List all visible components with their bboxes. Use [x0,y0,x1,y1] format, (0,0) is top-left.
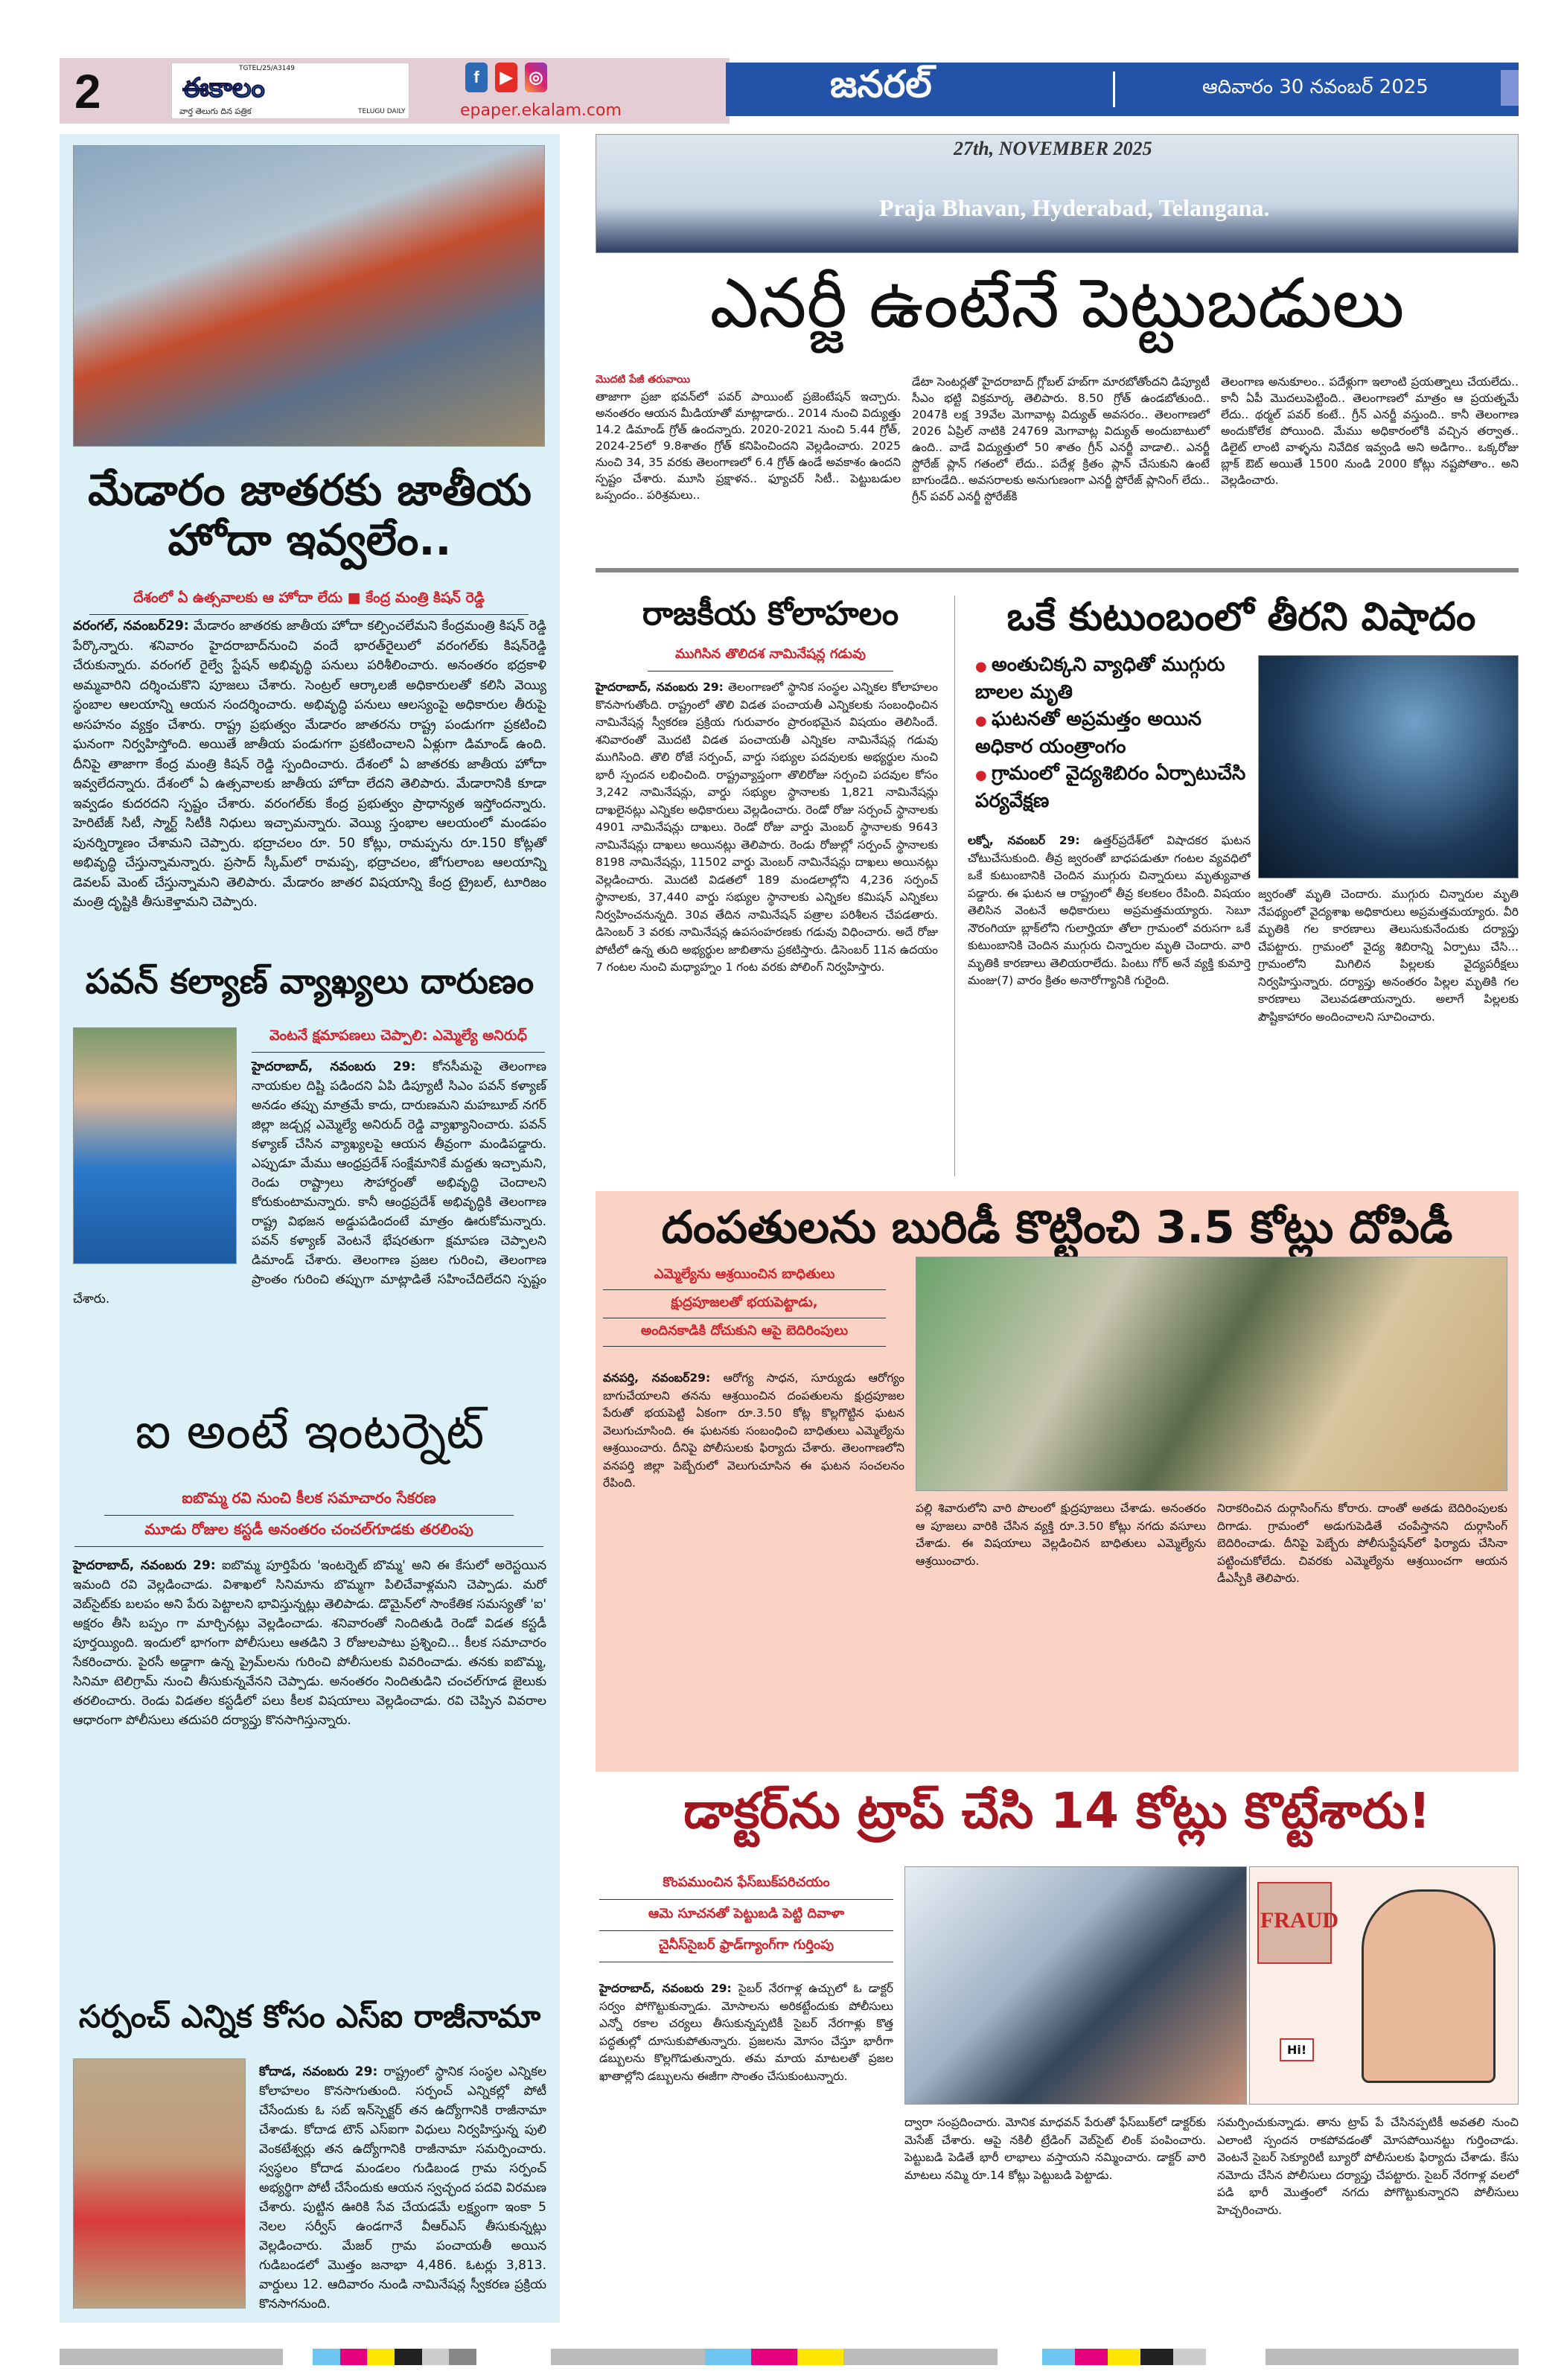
press-meet-photo [596,134,1519,253]
subhead: క్షుద్రపూజలతో భయపెట్టాడు, [603,1290,886,1318]
sarpanch-article [73,2062,546,2314]
couple-headline: దంపతులను బురిడీ కొట్టించి 3.5 కోట్లు దోపిడీ [661,1202,1453,1254]
pavan-article [73,1057,546,1309]
energy-col-3: తెలంగాణ అనుకూలం.. పదేళ్లుగా ఇలాంటి ప్రయత్నాలు చేయలేదు.. కానీ ఏపీ మొదలుపెట్టింది.. తెలంగాణలో మాత్రం ఆ ప్రయత్నమే లేదు.. థర్మల్ పవర్ కంటే.. గ్రీన్ ఎనర్జీ వస్తుంది.. కానీ తెలంగాణ అందుకోలేక పోయింది. మేము అధికారంలోకి వచ్చిన తర్వాత.. డిలైట్ లాంటి వాళ్ళను నివేదిక ఇవ్వండి అని అడిగాం.. ఒక్కరోజు బ్లాక్ ఔట్ అయితే 1500 నుండి 2000 కోట్లు నష్టపోతాం.. అని వెల్లడించారు. [1221,375,1519,487]
facebook-icon[interactable]: f [465,63,488,92]
subhead: కొంపముంచిన ఫేస్‌బుక్‌పరిచయం [599,1869,893,1900]
medaram-article [73,616,546,913]
logo-daily: TELUGU DAILY [358,108,406,115]
doctor-article-cont-2: సమర్పించుకున్నాడు. తాను ట్రాప్ పే చేసినప్పటికీ అవతలి నుంచి ఎలాంటి స్పందన రాకపోవడంతో మోసపోయినట్టు గుర్తించాడు. వెంటనే సైబర్ సెక్యూరిటీ బ్యూరో పోలీసులకు ఫిర్యాదు చేశాడు. కేసు నమోదు చేసిన పోలీసులు దర్యాప్తు చేపట్టారు. సైబర్ నేరగాళ్ల వలలో పడి భారీ మొత్తంలో నగదు పోగొట్టుకున్నారని పోలీసులు హెచ్చరించారు. [1217,2116,1519,2217]
couple-subheads [603,1262,886,1347]
article-body: రాష్ట్రంలో స్థానిక సంస్థల ఎన్నికల కోలాహలం కొనసాగుతుంది. సర్పంచ్ ఎన్నికల్లో పోటీ చేసేందుకు ఓ సబ్ ఇన్‌స్పెక్టర్ తన ఉద్యోగానికి రాజీనామా చేశాడు. కోదాడ టౌన్ ఎస్ఐగా విధులు నిర్వహిస్తున్న పులి వెంకటేశ్వర్లు తన ఉద్యోగానికి రాజీనామా సమర్పించారు. స్వస్థలం కోదాడ మండలం గుడిబండ గ్రామ సర్పంచ్ అభ్యర్థిగా పోటీ చేసేందుకు ఆయన స్వచ్ఛంద పదవి విరమణ చేశారు. పుట్టిన ఊరికి సేవ చేయడమే లక్ష్యంగా ఇంకా 5 నెలల సర్వీస్ ఉండగానే వీఆర్ఎస్ తీసుకున్నట్లు వెల్లడించారు. మేజర్ గ్రామ పంచాయతీ అయిన గుడిబండలో మొత్తం జనాభా 4,486. ఓటర్లు 3,813. వార్డులు 12. ఆదివారం నుండి నామినేషన్ల స్వీకరణ ప్రక్రియ కొనసాగనుంది. [259,2064,547,2312]
instagram-icon[interactable]: ◎ [525,63,547,92]
medaram-photo [73,145,545,447]
newspaper-logo [171,63,409,119]
article-body: సైబర్ నేరగాళ్ల ఉచ్చులో ఓ డాక్టర్ సర్వం పోగొట్టుకున్నాడు. మోసాలను అరికట్టేందుకు పోలీసులు ఎన్నో రకాల చర్యలు తీసుకున్నప్పటికీ సైబర్ నేరగాళ్లు కొత్త పద్ధతుల్లో దూసుకుపోతున్నారు. ప్రజలను మోసం చేస్తూ భారీగా డబ్బులను కొల్లగొడుతున్నారు. తమ మాయ మాటలతో ప్రజల ఖాతాల్లోని డబ్బులను ఈజీగా సొంతం చేసుకుంటున్నారు. [599,1982,893,2083]
energy-headline: ఎనర్జీ ఉంటేనే పెట్టుబడులు [709,264,1405,343]
energy-col-2: డేటా సెంటర్లతో హైదరాబాద్ గ్లోబల్ హబ్‌గా మారబోతోందని డిప్యూటీ సీఎం భట్టి విక్రమార్క తెలిపారు. 8.50 గ్రోత్ ఉండబోతుంది.. 2047కి లక్ష 39వేల మెగావాట్ల విద్యుత్ అవసరం.. తెలంగాణలో 2026 ఏప్రిల్ నాటికి 24769 మెగావాట్ల విద్యుత్ అందుబాటులో ఉంది.. వాడే విద్యుత్తులో 50 శాతం గ్రీన్ ఎనర్జీ వాడాలి.. ఎనర్జీ స్టోరేజ్ ప్లాన్ గతంలో లేదు.. పదేళ్ల క్రితం ప్లాన్ చేసుకుని ఉంటే బాగుండేది.. అవసరాలకు అనుగుణంగా ఎనర్జీ స్టోరేజ్ ప్లానింగ్ లేదు.. గ్రీన్ పవర్ ఎనర్జీ స్టోరేజ్‌కి [912,375,1210,503]
subhead: అందినకాడికి దోచుకుని ఆపై బెదిరింపులు [603,1318,886,1347]
politics-article [596,679,938,977]
couple-article-cont: పల్లి శివారులోని వారి పొలంలో క్షుద్రపూజలు చేశాడు. అనంతరం ఆ పూజలు వారికి చేసిన వ్యక్తి రూ.3.50 కోట్లు నగదు వసూలు చేశాడు. ఈ విషయాలు వెల్లడించిన బాధితులు ఎమ్మెల్యేను ఆశ్రయించారు. [916,1502,1206,1568]
color-bar [60,2349,283,2365]
doctor-subheads [599,1869,893,1962]
masthead [60,58,730,124]
hi-bubble: Hi! [1280,2038,1314,2061]
photo-banner-date: 27th, NOVEMBER 2025 [954,138,1152,159]
energy-col-1: తాజాగా ప్రజా భవన్‌లో పవర్ పాయింట్ ప్రజెంటేషన్ ఇచ్చారు. అనంతరం ఆయన మీడియాతో మాట్లాడారు.. 2014 నుంచి విద్యుత్తు 14.2 డిమాండ్ గ్రోత్ ఉందన్నారు. 2020-2021 నుంచి 5.44 గ్రోత్, 2024-25లో 9.8శాతం గ్రోత్ కనిపించిందని వెల్లడించారు. 2025 నుంచి 34, 35 వరకు తెలంగాణలో 6.4 గ్రోత్ ఉండే అవకాశం ఉందని స్పష్టం చేశారు. మూసి ప్రక్షాళన.. ఫ్యూచర్ సిటీ.. పెట్టుబడుల ఒప్పందం.. పరిశ్రమలు.. [596,390,901,502]
youtube-icon[interactable]: ▶ [495,63,517,92]
color-bar [1042,2349,1206,2365]
color-bar [1266,2349,1519,2365]
color-bar [551,2349,998,2365]
sarpanch-headline: సర్పంచ్ ఎన్నిక కోసం ఎస్ఐ రాజీనామా [78,1998,541,2035]
subhead: ఆమె సూచనతో పెట్టుబడి పెట్టి దివాళా [599,1900,893,1931]
ibomma-headline: ఐ అంటే ఇంటర్నెట్ [135,1403,485,1460]
medaram-headline: మేడారం జాతరకు జాతీయ హోదా ఇవ్వలేం.. [88,465,532,565]
divider [954,596,955,1176]
continued-label: మొదటి పేజీ తరువాయి [596,374,690,386]
ibomma-article [73,1556,546,1730]
social-links [465,63,547,92]
politics-headline: రాజకీయ కోలాహలం [642,595,899,633]
family-article [968,832,1251,990]
section-title: జనరల్ [830,63,932,106]
dateline: హైదరాబాద్, నవంబరు 29: [73,1558,216,1573]
dateline: హైదరాబాద్, నవంబరు 29: [599,1982,732,1995]
doctor-article-cont: ద్వారా సంప్రదించారు. మోనిక మాధవన్ పేరుతో ఫేస్‌బుక్‌లో డాక్టర్‌కు మెసేజ్ చేశారు. ఆపై నకిలీ ట్రేడింగ్ వెబ్‌సైట్ లింక్ పంపించారు. పెట్టుబడి పెడితే భారీ లాభాలు వస్తాయని నమ్మించారు. డాక్టర్ వారి మాటలు నమ్మి రూ.14 కోట్లు పెట్టుబడి పెట్టాడు. [904,2116,1206,2182]
logo-registration: TGTEL/25/A3149 [239,65,295,72]
family-highlights [975,652,1251,815]
color-bar [313,2349,476,2365]
corner-tab [1501,70,1519,106]
couple-article [603,1370,904,1493]
dateline: వరంగల్, నవంబర్29: [73,619,189,634]
subhead: చైనీస్‌సైబర్ ఫ్రాడ్‌గ్యాంగ్‌గా గుర్తింపు [599,1931,893,1962]
dateline: హైదరాబాద్, నవంబరు 29: [596,680,724,694]
highlight: ● ఘటనతో అప్రమత్తం అయిన అధికార యంత్రాంగం [975,706,1251,759]
article-body: తెలంగాణలో స్థానిక సంస్థల ఎన్నికల కోలాహలం కొనసాగుతోంది. రాష్ట్రంలో తొలి విడత పంచాయతీ ఎన్నికలకు సంబంధించిన నామినేషన్ల స్వీకరణ ప్రక్రియ గురువారం ప్రారంభమైన విషయం తెలిసిందే. శనివారంతో మొదటి విడత పంచాయతీ ఎన్నికల నామినేషన్ల గడువు ముగిసింది. తొలి రోజే సర్పంచ్, వార్డు సభ్యుల పదవులకు అభ్యర్థుల నుంచి భారీ స్పందన లభించింది. రాష్ట్రవ్యాప్తంగా తొలిరోజు సర్పంచి పదవుల కోసం 3,242 నామినేషన్లు, వార్డు సభ్యుల స్థానాలకు 1,821 నామినేషన్లు దాఖలైనట్లు ఎన్నికల అధికారులు వెల్లడించారు. రెండో రోజు సర్పంచ్ స్థానాలకు 4901 నామినేషన్లు దాఖలు. రెండో రోజు వార్డు మెంబర్ స్థానాలకు 9643 నామినేషన్లు దాఖలు అయినట్లు తెలిపారు. రెండు రోజుల్లో సర్పంచ్ స్థానాలకు 8198 నామినేషన్లు, 11502 వార్డు మెంబర్ నామినేషన్లు దాఖలు అయినట్లు వెల్లడించారు. మొదటి విడతలో 189 మండలాల్లోని 4,236 సర్పంచ్ స్థానాలకు, 37,440 వార్డు సభ్యుల స్థానాలకు ఎన్నికల కమిషన్ ఎన్నికలు నిర్వహించనున్నది. 30వ తేదిన నామినేషన్ పత్రాల పరిశీలన చేపడతారు. డిసెంబర్ 3 వరకు నామినేషన్ల ఉపసంహరణకు గడువు విధించారు. అదే రోజు పోటీలో ఉన్న తుది అభ్యర్థుల జాబితాను ప్రకటిస్తారు. డిసెంబర్ 11న ఉదయం 7 గంటల నుంచి మధ్యాహ్నం 1 గంట వరకు పోలింగ్ నిర్వహిస్తారు. [596,680,938,974]
fraud-illustration [1249,1866,1519,2105]
family-headline: ఒకే కుటుంబంలో తీరని విషాదం [1006,595,1476,639]
subhead: ఎమ్మెల్యేను ఆశ్రయించిన బాధితులు [603,1262,886,1290]
epaper-link[interactable]: epaper.ekalam.com [460,101,622,120]
highlight: ● గ్రామంలో వైద్యశిబిరం ఏర్పాటుచేసి పర్యవేక్షణ [975,761,1251,814]
dateline: లక్నో, నవంబర్ 29: [968,834,1080,847]
divider [596,568,1519,572]
article-body: కోనసీమపై తెలంగాణ నాయకుల దిష్టి పడిందని ఏపి డిప్యూటీ సిఎం పవన్ కళ్యాణ్ అనడం తప్పు మాత్రమే కాదు, దారుణమని మహబూబ్ నగర్ జిల్లా జడ్చర్ల ఎమ్మెల్యే అనిరుద్ రెడ్డి వ్యాఖ్యానించారు. పవన్ కళ్యాణ్ చేసిన వ్యాఖ్యలపై ఆయన తీవ్రంగా మండిపడ్డారు. ఎప్పుడూ మేము ఆంధ్రప్రదేశ్ సంక్షేమానికే మద్దతు ఇచ్చామని, రెండు రాష్ట్రాలు సౌహార్దంతో అభివృద్ధి చెందాలని కోరుకుంటామన్నారు. కానీ ఆంధ్రప్రదేశ్ అభివృద్ధికి తెలంగాణ రాష్ట్ర విభజన అడ్డుపడిందంటే మాత్రం ఊరుకోమన్నారు. పవన్ కళ్యాణ్ వెంటనే భేషరతుగా క్షమాపణ చెప్పాలని డిమాండ్ చేశారు. తెలంగాణ ప్రజల గురించి, తెలంగాణ ప్రాంతం గురించి తప్పుగా మాట్లాడితే సహించేదిలేదని స్పష్టం చేశారు. [73,1059,546,1307]
fraud-label: FRAUD [1260,1908,1338,1933]
article-body: ఉత్తర్‌ప్రదేశ్‌లో విషాదకర ఘటన చోటుచేసుకుంది. తీవ్ర జ్వరంతో బాధపడుతూ గంటల వ్యవధిలో ఒకే కుటుంబానికి చెందిన ముగ్గురు చిన్నారులు మృత్యువాత పడ్డారు. ఈ ఘటన ఆ రాష్ట్రంలో తీవ్ర కలకలం రేపింది. విషయం తెలిసిన వెంటనే అధికారులు అప్రమత్తమయ్యారు. సెబూ నౌరంగియా బ్లాక్‌లోని గులార్హియా తోలా గ్రామంలో వరుసగా ఒకే కుటుంబానికి చెందిన ముగ్గురు చిన్నారుల మృతి చెందారు. వారి మృతికి కారణాలు తెలియరాలేదు. పింటు గోర్ అనే వ్యక్తి కుమార్తె మంజు(7) వారం క్రితం అనారోగ్యానికి గురైంది. [968,834,1251,987]
mla-meeting-photo [916,1257,1507,1491]
doctor-photo [1258,655,1519,878]
article-body: ఆరోగ్య సాధన, సూర్యుడు ఆరోగ్యం బాగుచేయాలని తనను ఆశ్రయించిన దంపతులను క్షుద్రపూజల పేరుతో భయపెట్టి ఏకంగా రూ.3.50 కోట్ల కొల్లగొట్టిన ఘటన వెలుగుచూసింది. ఈ ఘటనకు సంబంధించి బాధితులు ఎమ్మెల్యేను ఆశ్రయించారు. దీనిపై పోలీసులకు ఫిర్యాదు చేశారు. తెలంగాణలోని వనపర్తి జిల్లా పెబ్బేరులో వెలుగుచూసిన ఈ ఘటన సంచలనం రేపింది. [603,1371,904,1490]
logo-tagline: వార్త తెలుగు దిన పత్రిక [179,106,252,116]
dateline: హైదరాబాద్, నవంబరు 29: [252,1059,416,1074]
medaram-subhead: దేశంలో ఏ ఉత్సవాలకు ఆ హోదా లేదు ■ కేంద్ర మంత్రి కిషన్ రెడ్డి [89,590,529,615]
politics-subhead: ముగిసిన తొలిదశ నామినేషన్ల గడువు [648,646,893,671]
section-bar [726,63,1519,116]
family-article-cont: జ్వరంతో మృతి చెందారు. ముగ్గురు చిన్నారుల మృతి నేపథ్యంలో వైద్యశాఖ అధికారులు అప్రమత్తమయ్యారు. వీరి మృతికి గల కారణాలు తెలుసుకునేందుకు దర్యాప్తు చేపట్టారు. గ్రామంలో వైద్య శిబిరాన్ని ఏర్పాటు చేసి... గ్రామంలోని మిగిలిన పిల్లలకు వైద్యపరీక్షలు నిర్వహిస్తున్నారు. దర్యాప్తు అనంతరం పిల్లల మృతికి గల కారణాలు వెలువడతాయన్నారు. అలాగే పిల్లలకు పౌష్టికాహారం అందించాలని సూచించారు. [1258,887,1519,1024]
article-body: ఐబొమ్మ పూర్తిపేరు 'ఇంటర్నెట్ బొమ్మ' అని ఈ కేసులో అరెస్టయిన ఇమంది రవి వెల్లడించాడు. విశాఖలో సినిమాను బొమ్మగా పిలిచేవాళ్లమని చెప్పాడు. మరో వెబ్‌సైట్‌కు బలపం అని పేరు పెట్టాలని భావిస్తున్నట్లు తెలిపాడు. డొమైన్‌లో సాంకేతిక సమస్యతో 'ఐ' అక్షరం తీసి బప్పం గా మార్చినట్లు వెల్లడించాడు. శనివారంతో నిందితుడి రెండో విడత కస్టడీ పూర్తయ్యింది. ఇందులో భాగంగా పోలీసులు ఆతడిని 3 రోజులపాటు ప్రశ్నించి... కీలక సమాచారం సేకరించారు. పైరసీ అడ్డాగా ఉన్న ప్రైమ్‌లను గురించి పోలీసులకు వివరించాడు. తనకు ఐబొమ్మ, సినిమా టెలిగ్రామ్ నుంచి తీసుకున్నవేనని చెప్పాడు. అనంతరం నిందితుడిని చంచల్‌గూడ జైలుకు తరలించారు. రెండు విడతల కస్టడీలో పలు కీలక విషయాలు వెల్లడించాడు. రవి చెప్పిన వివరాల ఆధారంగా పోలీసులు తదుపరి దర్యాప్తు కొనసాగిస్తున్నారు. [73,1558,547,1728]
logo-text: ఈకాలం [182,73,265,103]
divider [1113,71,1115,107]
photo-banner-venue: Praja Bhavan, Hyderabad, Telangana. [879,194,1270,221]
doctor-article [599,1980,893,2085]
left-column [60,134,560,2323]
page-number: 2 [74,65,101,118]
pavan-headline: పవన్ కల్యాణ్ వ్యాఖ్యలు దారుణం [85,961,534,1001]
issue-date: ఆదివారం 30 నవంబర్ 2025 [1202,76,1429,98]
couple-article-cont-2: నిరాకరించిన దుర్గాసింగ్‌ను కోరారు. దాంతో అతడు బెదిరింపులకు దిగాడు. గ్రామంలో అడుగుపెడితే చంపేస్తానని దుర్గాసింగ్ బెదిరించాడు. దీనిపై పెబ్బేరు పోలీసుస్టేషన్‌లో ఫిర్యాదు చేసినా పట్టించుకోలేదు. చివరకు ఎమ్మెల్యేను ఆశ్రయించగా ఆయన డీఎస్పీకి తెలిపారు. [1217,1502,1507,1585]
couple-story-box [596,1191,1519,1772]
article-body: మేడారం జాతరకు జాతీయ హోదా కల్పించలేమని కేంద్రమంత్రి కిషన్ రెడ్డి పేర్కొన్నారు. శనివారం హైదరాబాద్‌నుంచి వందే భారత్‌రైలులో వరంగల్‌కు కిషన్‌రెడ్డి చేరుకున్నారు. వరంగల్ రైల్వే స్టేషన్ అభివృద్ధి పనులు పరిశీలించారు. అనంతరం భద్రకాళి అమ్మవారిని దర్శించుకొని పూజలు చేశారు. సెంట్రల్ ఆర్కాలజీ అధికారులతో కలిసి వెయ్యి స్థంబాల ఆలయాన్ని ఆయన సందర్శించారు. అభివృద్ధి పనులు ఆలస్యంపై అధికారుల తీరుపై అసహనం వ్యక్తం చేశారు. రాష్ట్ర ప్రభుత్వం మేడారం జాతరను రాష్ట్ర పండుగగా ప్రకటించి ఘనంగా నిర్వహిస్తోంది. అయితే జాతీయ పండుగగా ప్రకటించాలని ఏళ్లుగా డిమాండ్ ఉంది. దీనిపై తాజాగా కేంద్ర మంత్రి కిషన్ రెడ్డి స్పందించారు. దేశంలో ఏ జాతరకు జాతీయ హోదా ఇవ్వలేదన్నారు. దేశంలో ఏ ఉత్సవాలకు జాతీయ హోదా లేదని తెలిపారు. మేడారానికి కూడా ఇవ్వడం కుదరదని స్పష్టం చేశారు. వరంగల్‌కు కేంద్ర ప్రభుత్వం ప్రాధాన్యత ఇస్తోందన్నారు. హెరిటేజ్ సిటీ, స్మార్ట్ సిటీకి నిధులు ఇచ్చామన్నారు. వెయ్యి స్తంభాల ఆలయంలో మండపం పునర్నిర్మాణం చేశామని చెప్పారు. భద్రాచలం రూ. 50 కోట్లు, రామప్పను రూ.150 కోట్లతో అభివృద్ధి చేస్తున్నామన్నారు. ప్రసాద్ స్కీమ్‌లో రామప్ప, భద్రాచలం, జోగులాంబ ఆలయాన్ని డెవలప్ మెంట్ చేస్తున్నామని తెలిపారు. మేడారం జాతర విషయాన్ని కేంద్ర ట్రైబల్, టూరిజం మంత్రి దృష్టికి తీసుకెళ్తామని చెప్పారు. [73,619,546,910]
ibomma-subhead-1: ఐబొమ్మ రవి నుంచి కీలక సమాచారం సేకరణ [104,1489,514,1516]
highlight: ● అంతుచిక్కని వ్యాధితో ముగ్గురు బాలల మృతి [975,652,1251,705]
doctor-headline: డాక్టర్‌ను ట్రాప్ చేసి 14 కోట్లు కొట్టేశారు! [683,1782,1431,1840]
dateline: వనపర్తి, నవంబర్29: [603,1371,711,1385]
pavan-subhead: వెంటనే క్షమాపణలు చెప్పాలి: ఎమ్మెల్యే అనిరుధ్ [252,1027,545,1053]
dateline: కోదాడ, నవంబరు 29: [259,2064,378,2079]
phone-laptop-photo [904,1866,1247,2105]
ibomma-subhead-2: మూడు రోజుల కస్టడీ అనంతరం చంచల్‌గూడకు తరలింపు [74,1520,543,1547]
